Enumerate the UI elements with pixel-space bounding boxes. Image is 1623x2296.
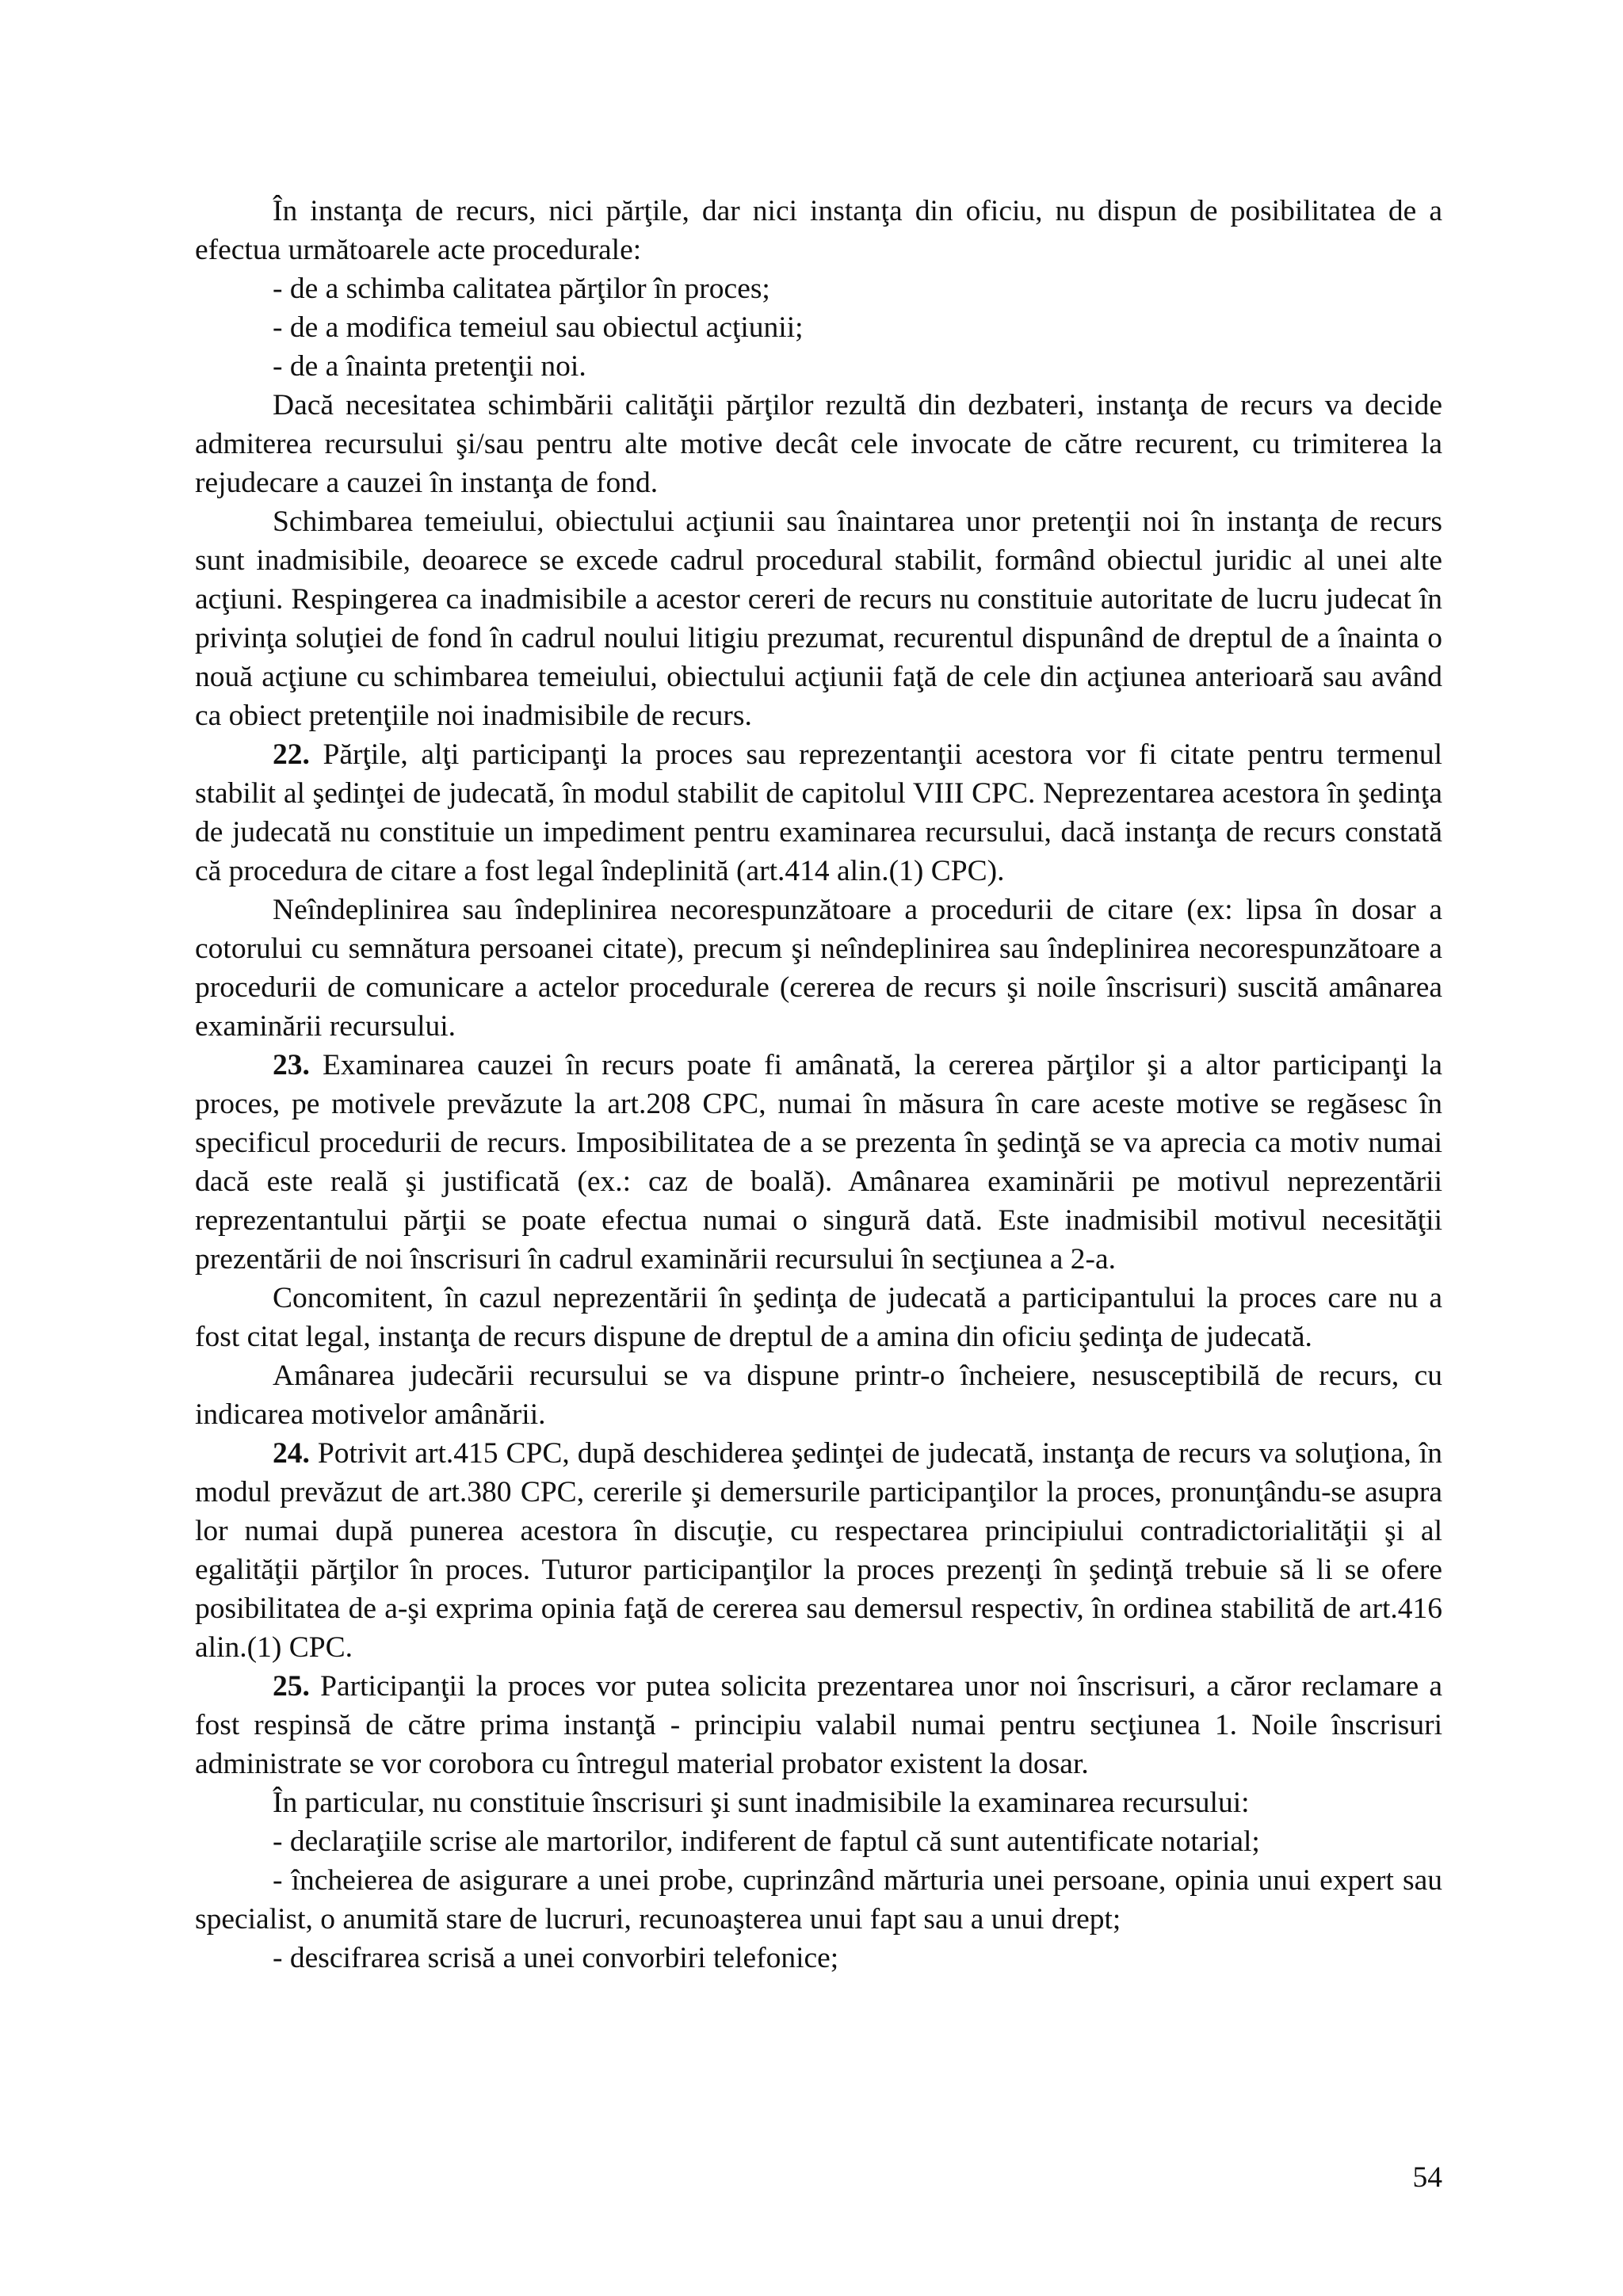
numbered-paragraph: 22. Părţile, alţi participanţi la proces sau reprezentanţii acestora vor fi citate pentru termenul stabilit al şedinţei de judecată, în modul stabilit de capitolul VIII CPC. Neprezentarea acestora în şedinţa de judecată nu constituie un impediment pentru examinarea recursului, dacă instanţa de recurs constată că procedura de citare a fost legal îndeplinită (art.414 alin.(1) CPC). — [195, 738, 1442, 887]
paragraph: Schimbarea temeiului, obiectului acţiunii sau înaintarea unor pretenţii noi în instanţa de recurs sunt inadmisibile, deoarece se excede cadrul procedural stabilit, formând obiectul juridic al unei alte acţiuni. Respingerea ca inadmisibile a acestor cereri de recurs nu constituie autoritate de lucru judecat în privinţa soluţiei de fond în cadrul noului litigiu prezumat, recurentul dispunând de dreptul de a înainta o nouă acţiune cu schimbarea temeiului, obiectului acţiunii faţă de cele din acţiunea anterioară sau având ca obiect pretenţiile noi inadmisibile de recurs. — [195, 505, 1442, 732]
numbered-paragraph: 23. Examinarea cauzei în recurs poate fi amânată, la cererea părţilor şi a altor participanţi la proces, pe motivele prevăzute la art.208 CPC, numai în măsura în care aceste motive se regăsesc în specificul procedurii de recurs. Imposibilitatea de a se prezenta în şedinţă se va aprecia ca motiv numai dacă este reală şi justificată (ex.: caz de boală). Amânarea examinării pe motivul neprezentării reprezentantului părţii se poate efectua numai o singură dată. Este inadmisibil motivul necesităţii prezentării de noi înscrisuri în cadrul examinării recursului în secţiunea a 2-a. — [195, 1049, 1442, 1276]
list-item: - de a modifica temeiul sau obiectul acţiunii; — [273, 311, 804, 344]
list-item: - descifrarea scrisă a unei convorbiri telefonice; — [273, 1942, 839, 1974]
list-item: - declaraţiile scrise ale martorilor, indiferent de faptul că sunt autentificate notarial; — [273, 1825, 1260, 1858]
numbered-paragraph: 24. Potrivit art.415 CPC, după deschiderea şedinţei de judecată, instanţa de recurs va soluţiona, în modul prevăzut de art.380 CPC, cererile şi demersurile participanţilor la proces, pronunţându-se asupra lor numai după punerea acestora în discuţie, cu respectarea principiului contradictorialităţii şi al egalităţii părţilor în proces. Tuturor participanţilor la proces prezenţi în şedinţă trebuie să li se ofere posibilitatea de a-şi exprima opinia faţă de cererea sau demersul respectiv, în ordinea stabilită de art.416 alin.(1) CPC. — [195, 1437, 1442, 1664]
paragraph: Dacă necesitatea schimbării calităţii părţilor rezultă din dezbateri, instanţa de recurs va decide admiterea recursului şi/sau pentru alte motive decât cele invocate de către recurent, cu trimiterea la rejudecare a cauzei în instanţa de fond. — [195, 389, 1442, 499]
paragraph: Neîndeplinirea sau îndeplinirea necorespunzătoare a procedurii de citare (ex: lipsa în dosar a cotorului cu semnătura persoanei citate), precum şi neîndeplinirea sau îndeplinirea necorespunzătoare a procedurii de comunicare a actelor procedurale (cererea de recurs şi noile înscrisuri) suscită amânarea examinării recursului. — [195, 894, 1442, 1043]
paragraph: În particular, nu constituie înscrisuri şi sunt inadmisibile la examinarea recursului: — [273, 1787, 1250, 1819]
paragraph: Concomitent, în cazul neprezentării în şedinţa de judecată a participantului la proces care nu a fost citat legal, instanţa de recurs dispune de dreptul de a amina din oficiu şedinţa de judecată. — [195, 1282, 1442, 1353]
list-item: - încheierea de asigurare a unei probe, cuprinzând mărturia unei persoane, opinia unui expert sau specialist, o anumită stare de lucruri, recunoaşterea unui fapt sau a unui drept; — [195, 1864, 1442, 1936]
paragraph-number: 23. — [273, 1049, 310, 1081]
page-number: 54 — [1412, 2161, 1442, 2194]
list-item: - de a înainta pretenţii noi. — [273, 350, 586, 383]
paragraph: În instanţa de recurs, nici părţile, dar nici instanţa din oficiu, nu dispun de posibilitatea de a efectua următoarele acte procedurale: — [195, 195, 1442, 266]
paragraph-number: 22. — [273, 738, 310, 771]
paragraph: Amânarea judecării recursului se va dispune printr-o încheiere, nesusceptibilă de recurs, cu indicarea motivelor amânării. — [195, 1360, 1442, 1431]
page-body — [195, 192, 1442, 1978]
paragraph-number: 24. — [273, 1437, 310, 1470]
numbered-paragraph: 25. Participanţii la proces vor putea solicita prezentarea unor noi înscrisuri, a căror reclamare a fost respinsă de către prima instanţă - principiu valabil numai pentru secţiunea 1. Noile înscrisuri administrate se vor corobora cu întregul material probator existent la dosar. — [195, 1670, 1442, 1780]
paragraph-number: 25. — [273, 1670, 310, 1703]
list-item: - de a schimba calitatea părţilor în proces; — [273, 273, 770, 305]
